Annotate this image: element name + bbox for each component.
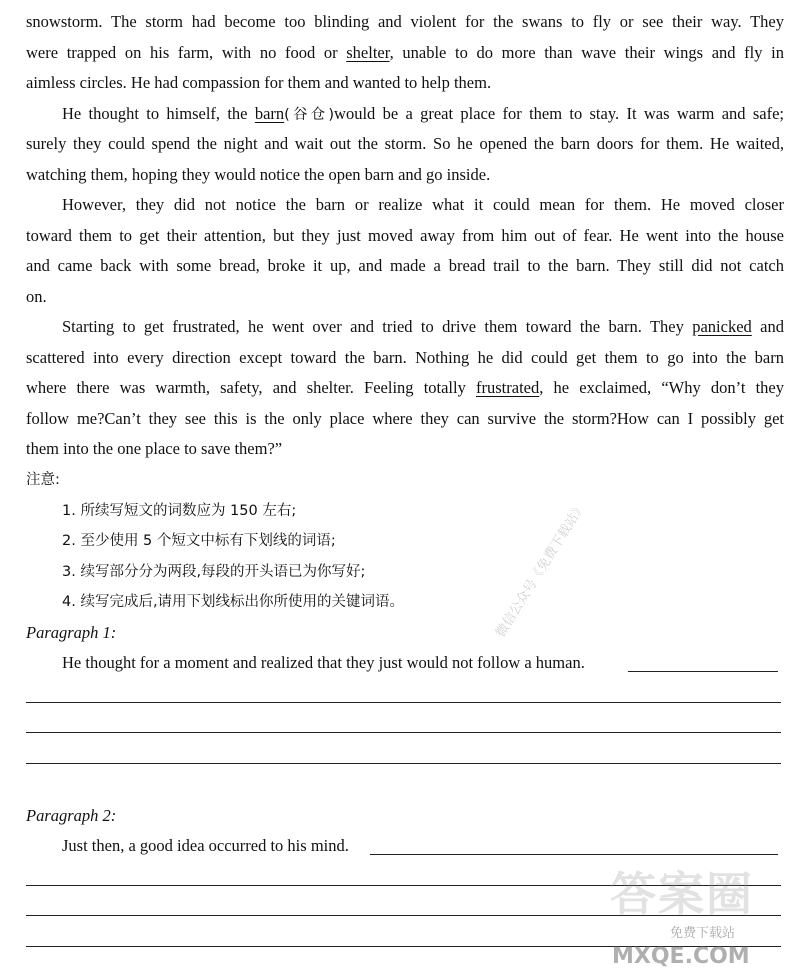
story-text: follow me?Can’t they see this is the only place where they can survive the storm?How can I possibly get xyxy=(26,409,784,428)
logo-watermark: 答案圈 xyxy=(610,867,754,921)
story-text: would be a great place for them to stay. It was warm and safe; xyxy=(334,104,784,123)
paragraph1-opening: He thought for a moment and realized that they just would not follow a human. xyxy=(62,653,585,672)
paragraph1-answer-line[interactable] xyxy=(628,671,778,672)
story-text: , he exclaimed, “Why don’t they xyxy=(539,378,784,397)
paragraph1-answer-line[interactable] xyxy=(26,732,781,733)
story-line-4 xyxy=(62,103,784,126)
note-item-4: 4. 续写完成后,请用下划线标出你所使用的关键词语。 xyxy=(62,594,405,610)
notes-heading: 注意: xyxy=(26,472,60,488)
note-item-1: 1. 所续写短文的词数应为 150 左右; xyxy=(62,503,297,519)
story-text: , unable to do more than wave their wings and fly in xyxy=(389,43,784,62)
note-item-3: 3. 续写部分分为两段,每段的开头语已为你写好; xyxy=(62,564,366,580)
story-line-6 xyxy=(26,164,784,186)
paragraph2-opening: Just then, a good idea occurred to his mind. xyxy=(62,836,349,855)
keyword-barn: barn xyxy=(254,104,285,123)
paragraph2-label: Paragraph 2: xyxy=(26,806,117,825)
story-line-7 xyxy=(62,194,784,216)
keyword-frustrated: frustrated xyxy=(476,378,540,397)
story-line-14 xyxy=(26,408,784,430)
story-text: scattered into every direction except toward the barn. Nothing he did could get them to go into the barn xyxy=(26,348,784,367)
diagonal-watermark: 微信公众号《免费下载站》 xyxy=(493,499,589,641)
note-item-2: 2. 至少使用 5 个短文中标有下划线的词语; xyxy=(62,533,336,549)
story-text: snowstorm. The storm had become too blinding and violent for the swans to fly or see their way. They xyxy=(26,12,784,31)
paragraph1-answer-line[interactable] xyxy=(26,702,781,703)
keyword-shelter: shelter xyxy=(346,43,390,62)
story-text: and came back with some bread, broke it up, and made a bread trail to the barn. They still did not catch xyxy=(26,256,784,275)
paragraph1-label: Paragraph 1: xyxy=(26,623,117,642)
caption-watermark: 免费下载站 xyxy=(670,926,736,941)
story-text: and xyxy=(751,317,784,336)
story-line-9 xyxy=(26,255,784,277)
story-line-13 xyxy=(26,377,784,399)
story-text: He thought to himself, the xyxy=(62,104,255,123)
story-line-10 xyxy=(26,286,784,308)
story-text: watching them, hoping they would notice the open barn and go inside. xyxy=(26,165,491,184)
paragraph2-answer-line[interactable] xyxy=(370,854,778,855)
story-line-3 xyxy=(26,72,784,94)
story-line-11 xyxy=(62,316,784,338)
story-text: were trapped on his farm, with no food or xyxy=(26,43,347,62)
barn-translation: (谷仓) xyxy=(284,107,335,123)
site-watermark: MXQE.COM xyxy=(612,944,750,969)
story-text: them into the one place to save them?” xyxy=(26,439,283,458)
story-text: surely they could spend the night and wait out the storm. So he opened the barn doors for them. He waited, xyxy=(26,134,784,153)
story-line-12 xyxy=(26,347,784,369)
story-text: toward them to get their attention, but they just moved away from him out of fear. He went into the house xyxy=(26,226,784,245)
story-line-5 xyxy=(26,133,784,155)
story-text: on. xyxy=(26,287,47,306)
story-text: aimless circles. He had compassion for them and wanted to help them. xyxy=(26,73,492,92)
story-line-2 xyxy=(26,42,784,64)
keyword-panicked: panicked xyxy=(692,317,752,336)
story-text: Starting to get frustrated, he went over and tried to drive them toward the barn. They xyxy=(62,317,693,336)
paragraph1-answer-line[interactable] xyxy=(26,763,781,764)
story-line-8 xyxy=(26,225,784,247)
story-line-15 xyxy=(26,438,784,460)
story-text: where there was warmth, safety, and shelter. Feeling totally xyxy=(26,378,477,397)
story-text: However, they did not notice the barn or realize what it could mean for them. He moved closer xyxy=(62,195,784,214)
story-line-1 xyxy=(26,11,784,33)
